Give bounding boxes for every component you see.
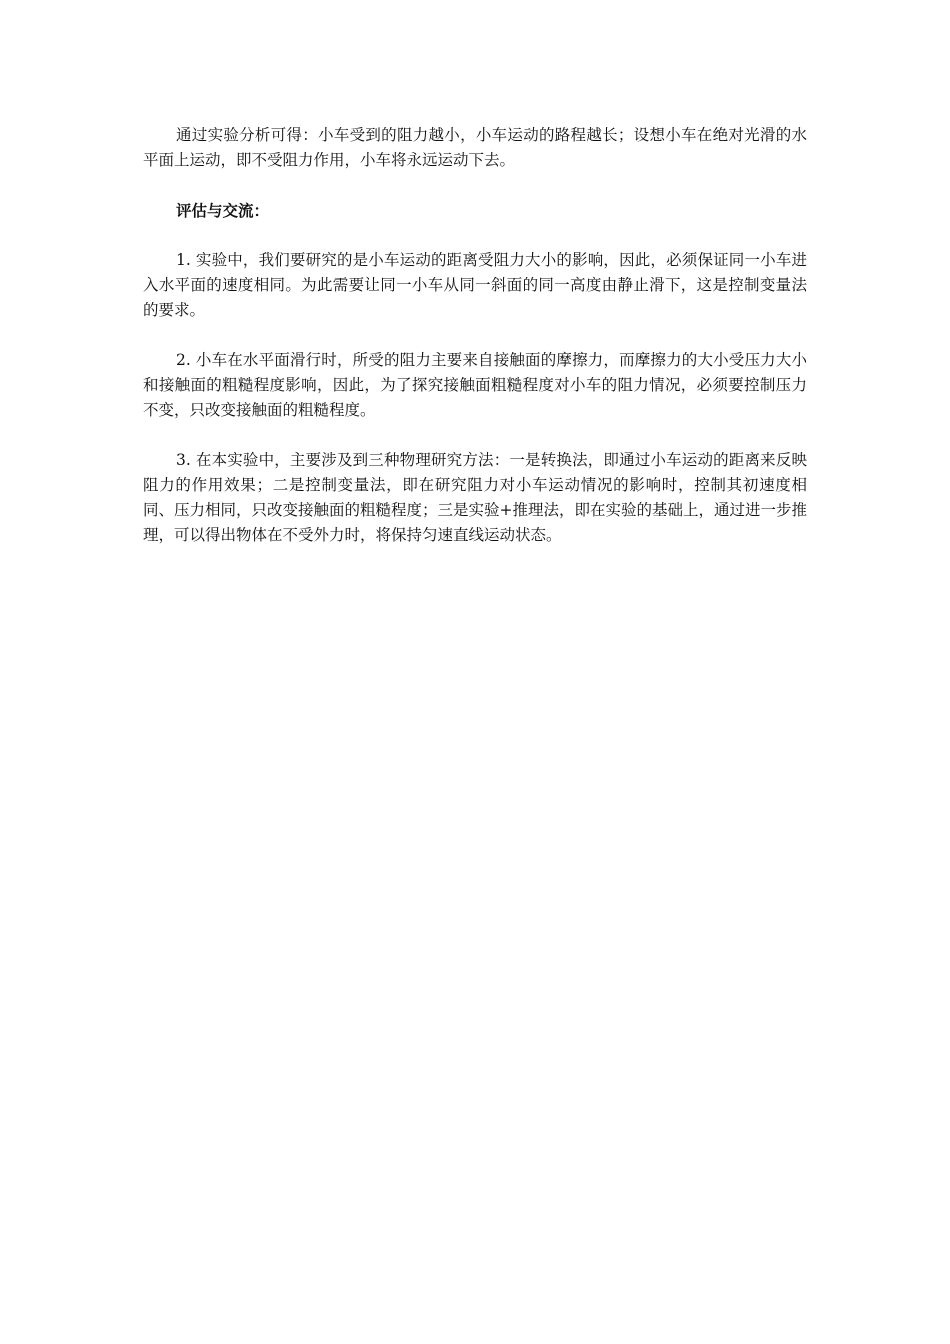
intro-paragraph: 通过实验分析可得：小车受到的阻力越小，小车运动的路程越长；设想小车在绝对光滑的水平面上运动，即不受阻力作用，小车将永远运动下去。 [143,126,807,169]
list-item: 3. 在本实验中，主要涉及到三种物理研究方法：一是转换法，即通过小车运动的距离来反映阻力的作用效果；二是控制变量法，即在研究阻力对小车运动情况的影响时，控制其初速度相同、压力相同，只改变接触面的粗糙程度；三是实验+推理法，即在实验的基础上，通过进一步推理，可以得出物体在不受外力时，将保持匀速直线运动状态。 [143,451,807,544]
list-item: 1. 实验中，我们要研究的是小车运动的距离受阻力大小的影响，因此，必须保证同一小车进入水平面的速度相同。为此需要让同一小车从同一斜面的同一高度由静止滑下，这是控制变量法的要求。 [143,251,807,319]
list-item: 2. 小车在水平面滑行时，所受的阻力主要来自接触面的摩擦力，而摩擦力的大小受压力大小和接触面的粗糙程度影响，因此，为了探究接触面粗糙程度对小车的阻力情况，必须要控制压力不变，只改变接触面的粗糙程度。 [143,351,807,419]
document-body [143,123,807,548]
section-heading: 评估与交流： [176,201,270,220]
